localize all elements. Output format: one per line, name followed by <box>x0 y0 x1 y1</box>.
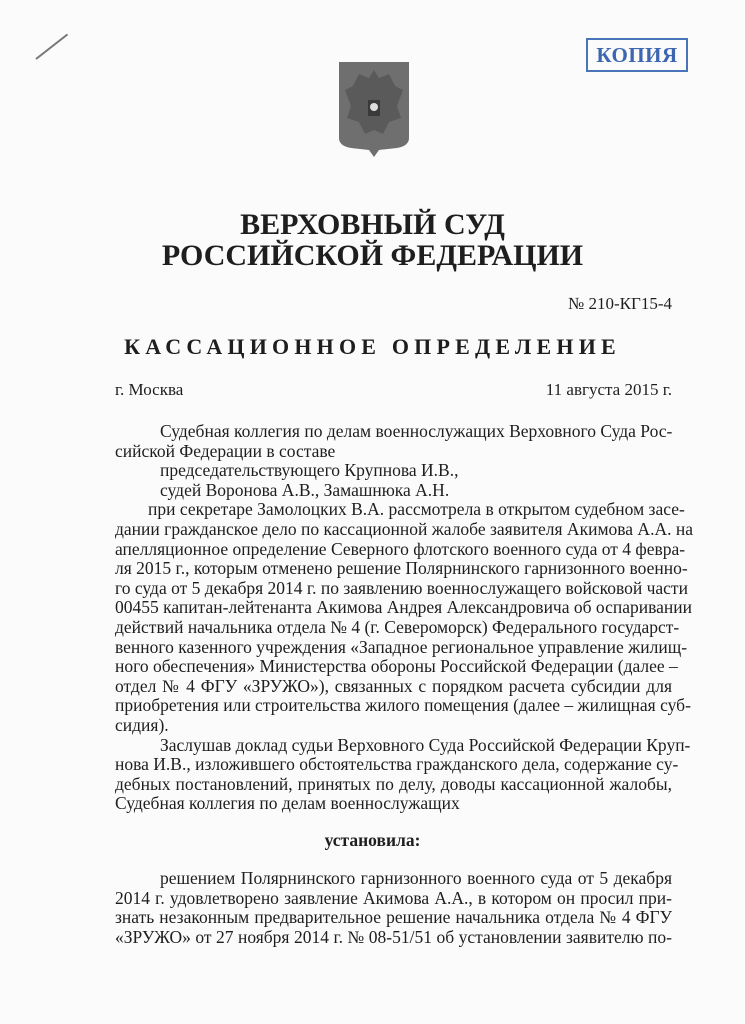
text-line: 2014 г. удовлетворено заявление Акимова А.А., в котором он просил при- <box>115 887 672 908</box>
text-line: 00455 капитан-лейтенанта Акимова Андрея Александровича об оспаривании <box>115 597 693 618</box>
court-title-line-2: РОССИЙСКОЙ ФЕДЕРАЦИИ <box>161 239 584 272</box>
text-line: венного казенного учреждения «Западное региональное управление жилищ- <box>115 636 688 657</box>
staple-mark <box>35 34 68 60</box>
text-line: ного обеспечения» Министерства обороны Российской Федерации (далее – <box>115 656 678 677</box>
text-line: Заслушав доклад судьи Верховного Суда Российской Федерации Круп- <box>160 734 691 755</box>
text-line: нова И.В., изложившего обстоятельства гражданского дела, содержание су- <box>115 754 679 775</box>
copy-stamp: КОПИЯ <box>586 38 688 72</box>
text-line: отдел № 4 ФГУ «ЗРУЖО»), связанных с порядком расчета субсидии для <box>115 675 672 696</box>
established-heading: установила: <box>324 830 421 850</box>
text-line: дебных постановлений, принятых по делу, доводы кассационной жалобы, <box>115 773 672 794</box>
text-line: Судебная коллегия по делам военнослужащих <box>115 793 460 814</box>
text-line: председательствующего Крупнова И.В., <box>160 460 459 481</box>
city: г. Москва <box>115 380 184 399</box>
text-line: приобретения или строительства жилого помещения (далее – жилищная суб- <box>115 695 691 716</box>
text-line: судей Воронова А.В., Замашнюка А.Н. <box>160 479 450 500</box>
text-line: ля 2015 г., которым отменено решение Полярнинского гарнизонного военно- <box>115 558 688 579</box>
coat-of-arms-emblem <box>337 60 411 158</box>
text-line: решением Полярнинского гарнизонного военного суда от 5 декабря <box>160 868 672 888</box>
document-date: 11 августа 2015 г. <box>545 380 672 399</box>
court-title-line-1: ВЕРХОВНЫЙ СУД <box>240 208 505 241</box>
text-line: Судебная коллегия по делам военнослужащих Верховного Суда Рос- <box>160 421 673 441</box>
text-line: при секретаре Замолоцких В.А. рассмотрела в открытом судебном засе- <box>148 499 685 520</box>
body-text-findings <box>115 869 672 947</box>
text-line: сидия). <box>115 714 169 735</box>
text-line: апелляционное определение Северного флотского военного суда от 4 февра- <box>115 538 686 559</box>
text-line: знать незаконным предварительное решение начальника отдела № 4 ФГУ <box>115 907 672 928</box>
body-text-intro <box>115 421 693 814</box>
document-type-heading: КАССАЦИОННОЕ ОПРЕДЕЛЕНИЕ <box>124 334 621 359</box>
text-line: действий начальника отдела № 4 (г. Североморск) Федерального государст- <box>115 616 680 637</box>
text-line: сийской Федерации в составе <box>115 440 336 461</box>
text-line: дании гражданское дело по кассационной жалобе заявителя Акимова А.А. на <box>115 518 693 539</box>
text-line: «ЗРУЖО» от 27 ноября 2014 г. № 08-51/51 об установлении заявителю по- <box>115 926 672 947</box>
case-number: № 210-КГ15-4 <box>568 294 672 313</box>
text-line: го суда от 5 декабря 2014 г. по заявлению военнослужащего войсковой части <box>115 577 688 598</box>
